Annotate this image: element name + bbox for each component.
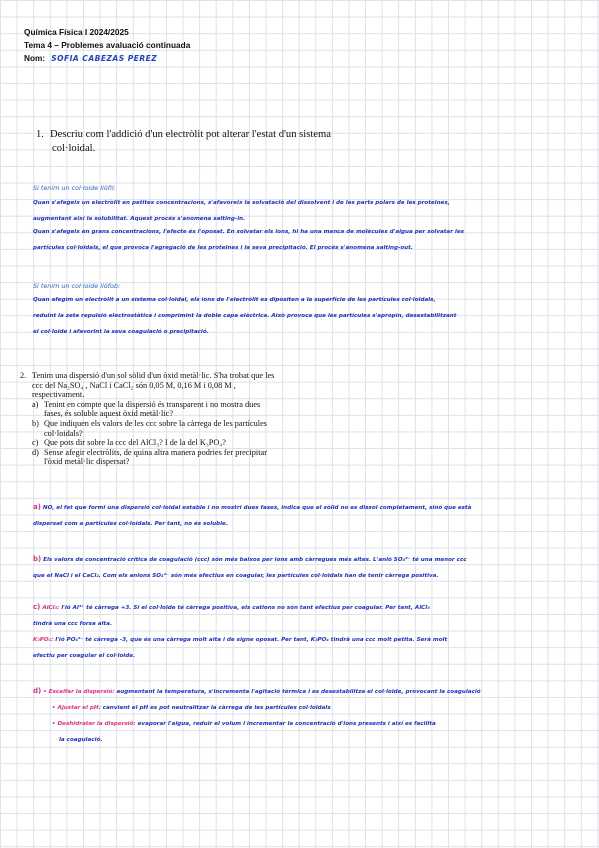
answer-2a [33,499,588,532]
question-1-line2: col·loidal. [52,143,96,154]
liofob-answer [33,292,583,340]
liofil-line: Quan s'afegeix en grans concentracions, l'efecte és l'oposat. En solvatar els ions, hi ha una manca de molècules d'aigua per solvatar les [33,229,464,235]
k3po4-lead: K₃PO₄: [33,637,54,643]
answer-2c-line4: efectiu per coagular el col·loide. [33,653,136,659]
question-1-number: 1. [36,129,44,140]
alcl3-lead: AlCl₃: [42,605,60,611]
question-2-item-c [20,438,350,448]
item-line: Que pots dir sobre la ccc del AlCl₃? I de la del K₃PO₄? [44,438,226,448]
d-item-lead: Escalfar la dispersió: [48,689,115,695]
liofil-answer [33,195,583,256]
name-line [24,53,157,63]
answer-2b-label: b) [33,555,42,563]
question-2 [20,371,350,467]
answer-2c-label: c) [33,603,41,611]
name-value: SOFIA CABEZAS PEREZ [51,54,158,63]
liofil-line: partícules col·loïdals, el que provoca l'agregació de les proteïnes i la seva precipitació. El procés s'anomena salting-out. [33,245,413,251]
d-item-lead: Deshidratar la dispersió: [57,721,136,727]
d-item-text: augmentant la temperatura, s'incrementa l'agitació tèrmica i es desestabilitza el col·loide, provocant la coagulació [116,689,481,695]
question-2-item-a [20,400,350,419]
answer-2c-line2: tindrà una ccc forsa alta. [33,621,112,627]
question-2-item-b [20,419,350,438]
item-line: Que indiquen els valors de les ccc sobre la càrrega de les partícules [44,418,267,428]
question-2-number: 2. [20,371,27,380]
liofil-title: Si tenim un col·loide liòfil: [33,184,116,192]
answer-2d-tail: la coagulació. [59,737,103,743]
item-line: col·loidals? [44,428,83,438]
item-label: c) [32,438,39,448]
question-1 [36,128,556,156]
question-2-intro2: ccc del Na₂SO₄ , NaCl i CaCl₂ són 0,05 M, 0,16 M i 0,08 M , [32,380,236,390]
item-line: Sense afegir electròlits, de quina altra manera podries fer precipitar [44,447,267,457]
liofob-line: Quan afegim un electròlit a un sistema col·loïdal, els ions de l'electròlit es dipositen a la superfície de les partícules col·loïdals, [33,297,436,303]
item-label: b) [32,418,39,428]
answer-2a-line1: NO, el fet que formi una dispersió col·loidal estable i no mostri dues fases, indica que el sòlid no es dissol completament, sinó que està [42,505,472,511]
question-2-intro1: Tenim una dispersió d'un sol sòlid d'un òxid metàl·lic. S'ha trobat que les [32,371,275,380]
liofob-line: reduint la zeta repulsió electrostàtica i comprimint la doble capa elèctrica. Això provoca que les partícules s'apropin, desestabilitzant [33,313,457,319]
name-label: Nom: [24,53,46,63]
liofob-line: el col·loide i afavorint la seva coagulació o precipitació. [33,329,209,335]
answer-2d: d) • Escalfar la dispersió: augmentant la temperatura, s'incrementa l'agitació tèrmica i es desestabilitza el col·loide, provocant la coagulació • Ajustar el pH: canviant el pH es pot neutralitzar la càrrega de les partícules col·loïdals • Deshidratar la dispersió: evaporar l'aigua, reduir el volum i incrementar la concentració d'ions presents i així es facilita la coagulació. [33,683,588,748]
item-line: fases, és soluble aquest òxid metàl·lic? [44,409,174,419]
item-label: a) [32,399,39,409]
course-title: Química Física I 2024/2025 [24,27,129,37]
answer-2b-line1: Els valors de concentració crítica de coagulació (ccc) són més baixos per ions amb càrregues més altes. L'anió SO₄²⁻ té una menor ccc [43,557,467,563]
question-1-line1: Descriu com l'addició d'un electròlit pot alterar l'estat d'un sistema [50,129,331,140]
item-label: d) [32,447,39,457]
answer-2c [33,599,588,664]
question-2-intro3: respectivament. [32,390,85,400]
answer-2a-line2: dispersat com a partícules col·loidals. Per tant, no és soluble. [33,521,228,527]
answer-2b-line2: que el NaCl i el CaCl₂. Com els anions SO₄²⁻ són més efectius en coagular, les partícules col·loïdals han de tenir càrrega positiva. [33,573,439,579]
answer-2b [33,551,588,584]
item-line: l'òxid metàl·lic dispersat? [44,457,130,467]
d-item-text: canviant el pH es pot neutralitzar la càrrega de les partícules col·loïdals [102,705,331,711]
liofil-line: Quan s'afegeix un electròlit en petites concentracions, s'afavoreix la solvatació del dissolvent i de les parts polars de les proteïnes, [33,200,450,206]
question-2-item-d [20,448,350,467]
topic-title: Tema 4 – Problemes avaluació continuada [24,40,191,50]
answer-2d-label: d) [33,687,42,695]
d-item-lead: Ajustar el pH: [57,705,101,711]
d-item-text: evaporar l'aigua, reduir el volum i incrementar la concentració d'ions presents i així es facilita [137,721,436,727]
answer-2c-line1: l'ió Al³⁺ té càrrega +3. Si el col·loide té càrrega positiva, els cations no són tant efectius per coagular. Per tant, AlCl₃ [61,605,430,611]
answer-2a-label: a) [33,503,41,511]
answer-2c-line3: l'ió PO₄³⁻ té càrrega -3, que és una càrrega molt alta i de signe oposat. Per tant, K₃PO₄ tindrà una ccc molt petita. Serà molt [55,637,448,643]
liofil-line: augmentant així la solubilitat. Aquest procés s'anomena salting-in. [33,216,246,222]
item-line: Tenint en compte que la dispersió és transparent i no mostra dues [44,399,261,409]
liofob-title: Si tenim un col·loide liòfob: [33,282,121,290]
